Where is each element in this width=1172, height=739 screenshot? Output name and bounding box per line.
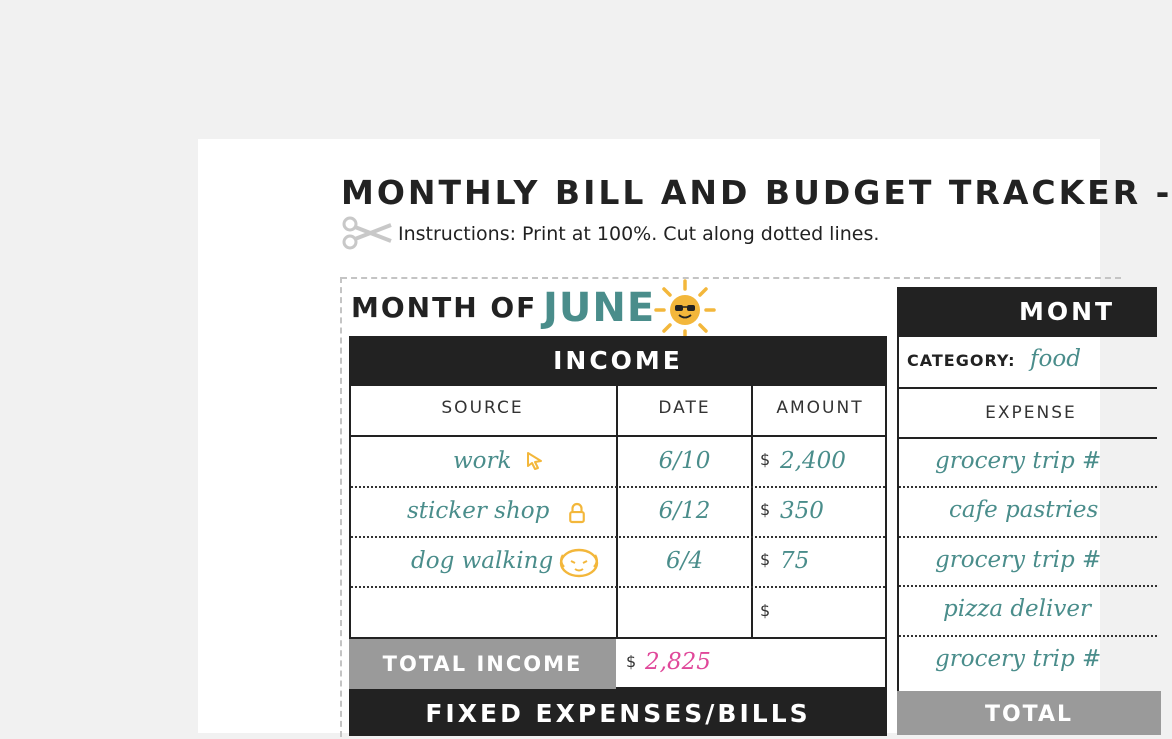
category-label: CATEGORY:	[907, 351, 1016, 370]
income-col-amount: AMOUNT	[776, 398, 864, 418]
income-source: dog walking	[411, 548, 554, 574]
cursor-icon	[525, 451, 545, 471]
income-source: work	[453, 448, 512, 474]
page-title: MONTHLY BILL AND BUDGET TRACKER -	[341, 173, 1172, 212]
expense-item: grocery trip #	[935, 448, 1102, 474]
row-separator	[899, 536, 1157, 538]
cut-line-vertical	[340, 277, 342, 737]
currency-symbol: $	[760, 550, 771, 569]
currency-symbol: $	[760, 450, 771, 469]
currency-symbol: $	[626, 652, 637, 671]
lock-icon	[568, 502, 586, 524]
expense-item: cafe pastries	[949, 497, 1099, 523]
month-label: MONTH OF	[351, 291, 538, 324]
row-separator	[351, 536, 885, 538]
income-amount: 75	[780, 548, 810, 574]
total-income-value: 2,825	[645, 649, 711, 675]
instructions-text: Instructions: Print at 100%. Cut along dotted lines.	[398, 223, 880, 245]
sun-sunglasses-icon	[654, 279, 716, 341]
income-amount: 350	[780, 498, 824, 524]
income-source: sticker shop	[407, 498, 550, 524]
income-table	[349, 336, 887, 736]
variable-col-expense: EXPENSE	[985, 403, 1077, 423]
row-separator	[351, 486, 885, 488]
printable-page	[198, 139, 1172, 733]
header-rule	[349, 435, 887, 437]
income-date: 6/10	[658, 448, 711, 474]
expense-item: pizza deliver	[943, 596, 1091, 622]
row-separator	[899, 585, 1157, 587]
income-col-date: DATE	[658, 398, 711, 418]
income-header: INCOME	[349, 336, 887, 386]
variable-total-label: TOTAL	[897, 691, 1161, 735]
expense-item: grocery trip #	[935, 547, 1102, 573]
income-date: 6/12	[658, 498, 711, 524]
header-rule	[897, 437, 1157, 439]
scissors-icon	[341, 215, 393, 251]
category-rule	[897, 387, 1157, 389]
variable-expenses-table	[897, 287, 1116, 733]
dog-face-icon	[557, 546, 601, 578]
row-separator	[351, 586, 885, 588]
total-income-label: TOTAL INCOME	[349, 639, 616, 689]
income-date: 6/4	[665, 548, 703, 574]
currency-symbol: $	[760, 601, 771, 620]
cut-line-horizontal	[341, 277, 1121, 279]
variable-header: MONT	[897, 287, 1157, 337]
row-separator	[899, 486, 1157, 488]
expense-item: grocery trip #	[935, 646, 1102, 672]
currency-symbol: $	[760, 500, 771, 519]
income-amount: 2,400	[780, 448, 846, 474]
month-name: JUNE	[543, 285, 656, 331]
fixed-expenses-header: FIXED EXPENSES/BILLS	[349, 689, 887, 736]
category-value: food	[1030, 346, 1081, 372]
income-col-source: SOURCE	[441, 398, 524, 418]
col-divider-2	[751, 386, 753, 639]
row-separator	[899, 635, 1157, 637]
